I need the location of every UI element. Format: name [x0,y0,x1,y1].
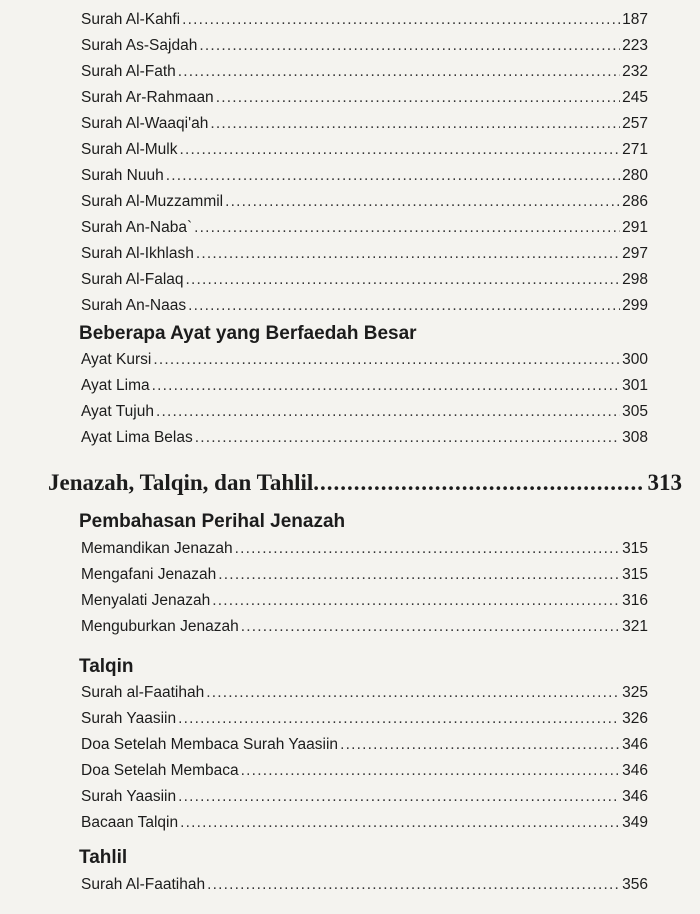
entry-label: Surah An-Naas [81,297,187,314]
entry-page: 223 [622,37,648,54]
toc-entry [81,709,648,729]
entry-label: Mengafani Jenazah [81,566,217,583]
entry-label: Surah Yaasiin [81,788,177,805]
toc-entry [81,683,648,703]
toc-entry [81,270,648,290]
toc-entry [81,761,648,781]
entry-page: 346 [622,736,648,753]
entry-page: 232 [622,63,648,80]
dot-leader [152,376,620,396]
toc-entry [81,62,648,82]
entry-label: Memandikan Jenazah [81,540,233,557]
dot-leader [313,469,644,497]
entry-label: Bacaan Talqin [81,814,179,831]
dot-leader [216,88,620,108]
entry-page: 291 [622,219,648,236]
section-heading-tahlil: Tahlil [79,847,128,868]
entry-page: 356 [622,876,648,893]
entry-label: Surah Nuuh [81,167,164,184]
dot-leader [340,735,620,755]
entry-page: 346 [622,762,648,779]
dot-leader [194,218,620,238]
entry-page: 316 [622,592,648,609]
entry-page: 298 [622,271,648,288]
entry-page: 280 [622,167,648,184]
entry-label: Surah Al-Fath [81,63,176,80]
toc-entry [81,787,648,807]
dot-leader [179,140,620,160]
dot-leader [196,244,620,264]
toc-entry [81,539,648,559]
entry-label: Surah Al-Ikhlash [81,245,194,262]
entry-label: Surah al-Faatihah [81,684,205,701]
entry-page: 187 [622,11,648,28]
entry-page: 326 [622,710,648,727]
dot-leader [241,617,620,637]
entry-label: Ayat Tujuh [81,403,154,420]
toc-entry [81,36,648,56]
dot-leader [218,565,620,585]
entry-label: Surah As-Sajdah [81,37,198,54]
toc-entry [81,735,648,755]
entry-label: Menguburkan Jenazah [81,618,239,635]
dot-leader [207,875,620,895]
entry-label: Doa Setelah Membaca [81,762,239,779]
entry-page: 301 [622,377,648,394]
dot-leader [188,296,620,316]
chapter-title: Jenazah, Talqin, dan Tahlil [48,470,314,495]
dot-leader [235,539,620,559]
toc-entry [81,402,648,422]
entry-page: 257 [622,115,648,132]
toc-entry [81,350,648,370]
entry-label: Surah Yaasiin [81,710,177,727]
dot-leader [195,428,620,448]
entry-page: 297 [622,245,648,262]
entry-label: Menyalati Jenazah [81,592,211,609]
entry-page: 325 [622,684,648,701]
toc-entry [81,875,648,895]
entry-page: 271 [622,141,648,158]
entry-label: Doa Setelah Membaca Surah Yaasiin [81,736,339,753]
dot-leader [212,591,620,611]
chapter-entry [48,469,682,497]
toc-entry [81,140,648,160]
entry-page: 245 [622,89,648,106]
chapter-page: 313 [647,470,682,495]
entry-label: Surah Al-Mulk [81,141,178,158]
dot-leader [178,787,620,807]
entry-page: 305 [622,403,648,420]
toc-entry [81,10,648,30]
toc-entry [81,428,648,448]
dot-leader [199,36,620,56]
toc-entry [81,218,648,238]
dot-leader [241,761,620,781]
entry-label: Ayat Lima [81,377,150,394]
entry-label: Surah An-Naba` [81,219,193,236]
entry-page: 286 [622,193,648,210]
entry-page: 299 [622,297,648,314]
toc-entry [81,617,648,637]
entry-page: 308 [622,429,648,446]
dot-leader [156,402,620,422]
section-heading-talqin: Talqin [79,656,134,677]
toc-entry [81,244,648,264]
dot-leader [182,10,620,30]
toc-entry [81,88,648,108]
toc-entry [81,376,648,396]
dot-leader [180,813,620,833]
entry-label: Ayat Lima Belas [81,429,193,446]
entry-page: 315 [622,566,648,583]
entry-page: 315 [622,540,648,557]
entry-page: 349 [622,814,648,831]
entry-label: Surah Al-Muzzammil [81,193,224,210]
entry-label: Surah Al-Waaqi'ah [81,115,209,132]
toc-entry [81,166,648,186]
toc-entry [81,591,648,611]
entry-page: 346 [622,788,648,805]
dot-leader [210,114,620,134]
entry-page: 300 [622,351,648,368]
entry-label: Ayat Kursi [81,351,152,368]
dot-leader [206,683,620,703]
toc-entry [81,813,648,833]
section-heading-jenazah: Pembahasan Perihal Jenazah [79,511,346,532]
dot-leader [178,62,620,82]
toc-entry [81,296,648,316]
entry-page: 321 [622,618,648,635]
toc-entry [81,114,648,134]
dot-leader [153,350,620,370]
toc-entry [81,192,648,212]
entry-label: Surah Al-Kahfi [81,11,181,28]
entry-label: Surah Al-Falaq [81,271,184,288]
dot-leader [178,709,620,729]
section-heading-ayat: Beberapa Ayat yang Berfaedah Besar [79,323,417,344]
dot-leader [166,166,620,186]
dot-leader [186,270,621,290]
entry-label: Surah Ar-Rahmaan [81,89,214,106]
entry-label: Surah Al-Faatihah [81,876,206,893]
dot-leader [225,192,620,212]
toc-entry [81,565,648,585]
